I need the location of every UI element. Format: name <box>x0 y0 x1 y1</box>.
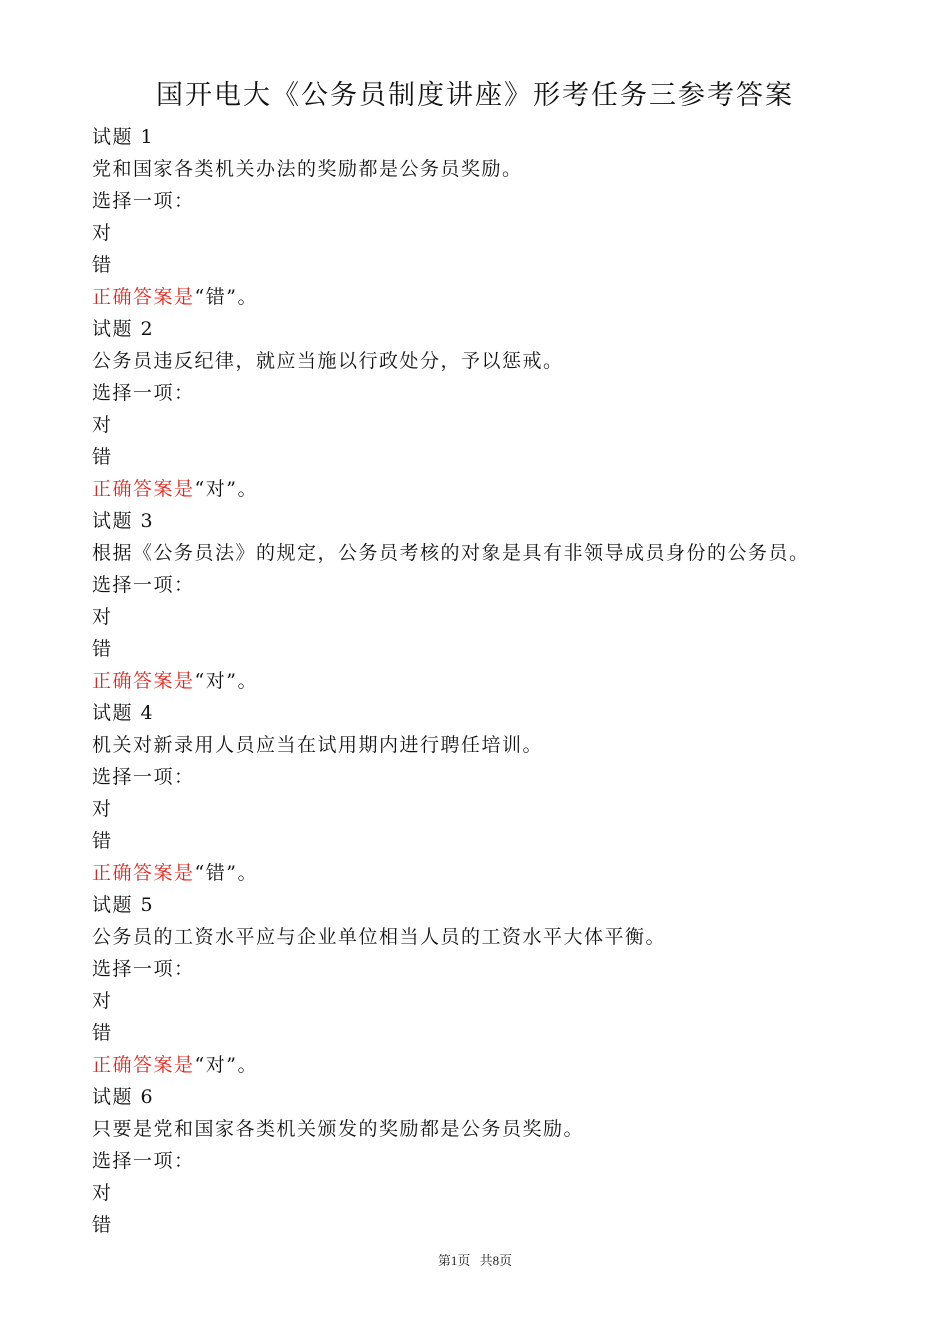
question-block <box>92 1081 912 1241</box>
question-block <box>92 889 912 1081</box>
option-false: 错 <box>92 446 113 468</box>
question-text: 根据《公务员法》的规定，公务员考核的对象是具有非领导成员身份的公务员。 <box>92 542 810 564</box>
answer-value: “错”。 <box>194 862 258 884</box>
question-block <box>92 697 912 889</box>
question-text: 党和国家各类机关办法的奖励都是公务员奖励。 <box>92 158 523 180</box>
question-block <box>92 505 912 697</box>
answer-value: “对”。 <box>194 670 258 692</box>
option-true: 对 <box>92 414 113 436</box>
option-true: 对 <box>92 606 113 628</box>
option-true: 对 <box>92 222 113 244</box>
select-prompt: 选择一项： <box>92 574 195 596</box>
correct-answer <box>92 665 912 697</box>
select-prompt: 选择一项： <box>92 958 195 980</box>
answer-label: 正确答案是 <box>92 478 195 500</box>
option-false: 错 <box>92 830 113 852</box>
option-true: 对 <box>92 1182 113 1204</box>
question-number: 试题 5 <box>92 894 155 916</box>
question-text: 只要是党和国家各类机关颁发的奖励都是公务员奖励。 <box>92 1118 585 1140</box>
option-true: 对 <box>92 990 113 1012</box>
page-footer <box>0 1250 950 1269</box>
page-total: 共8页 <box>479 1253 513 1268</box>
select-prompt: 选择一项： <box>92 766 195 788</box>
answer-label: 正确答案是 <box>92 1054 195 1076</box>
answer-label: 正确答案是 <box>92 670 195 692</box>
page-number: 第1页 <box>437 1253 471 1268</box>
correct-answer <box>92 857 912 889</box>
option-false: 错 <box>92 1214 113 1236</box>
answer-value: “错”。 <box>194 286 258 308</box>
answer-value: “对”。 <box>194 478 258 500</box>
correct-answer <box>92 473 912 505</box>
select-prompt: 选择一项： <box>92 1150 195 1172</box>
question-number: 试题 3 <box>92 510 155 532</box>
question-text: 公务员的工资水平应与企业单位相当人员的工资水平大体平衡。 <box>92 926 667 948</box>
question-list <box>92 121 912 1241</box>
option-false: 错 <box>92 638 113 660</box>
question-number: 试题 2 <box>92 318 155 340</box>
answer-label: 正确答案是 <box>92 286 195 308</box>
question-block <box>92 313 912 505</box>
question-number: 试题 1 <box>92 126 155 148</box>
question-text: 公务员违反纪律，就应当施以行政处分，予以惩戒。 <box>92 350 564 372</box>
option-true: 对 <box>92 798 113 820</box>
question-number: 试题 6 <box>92 1086 155 1108</box>
option-false: 错 <box>92 1022 113 1044</box>
select-prompt: 选择一项： <box>92 190 195 212</box>
question-text: 机关对新录用人员应当在试用期内进行聘任培训。 <box>92 734 544 756</box>
answer-label: 正确答案是 <box>92 862 195 884</box>
document-title: 国开电大《公务员制度讲座》形考任务三参考答案 <box>156 80 794 111</box>
correct-answer <box>92 281 912 313</box>
answer-value: “对”。 <box>194 1054 258 1076</box>
correct-answer <box>92 1049 912 1081</box>
select-prompt: 选择一项： <box>92 382 195 404</box>
question-number: 试题 4 <box>92 702 155 724</box>
question-block <box>92 121 912 313</box>
option-false: 错 <box>92 254 113 276</box>
